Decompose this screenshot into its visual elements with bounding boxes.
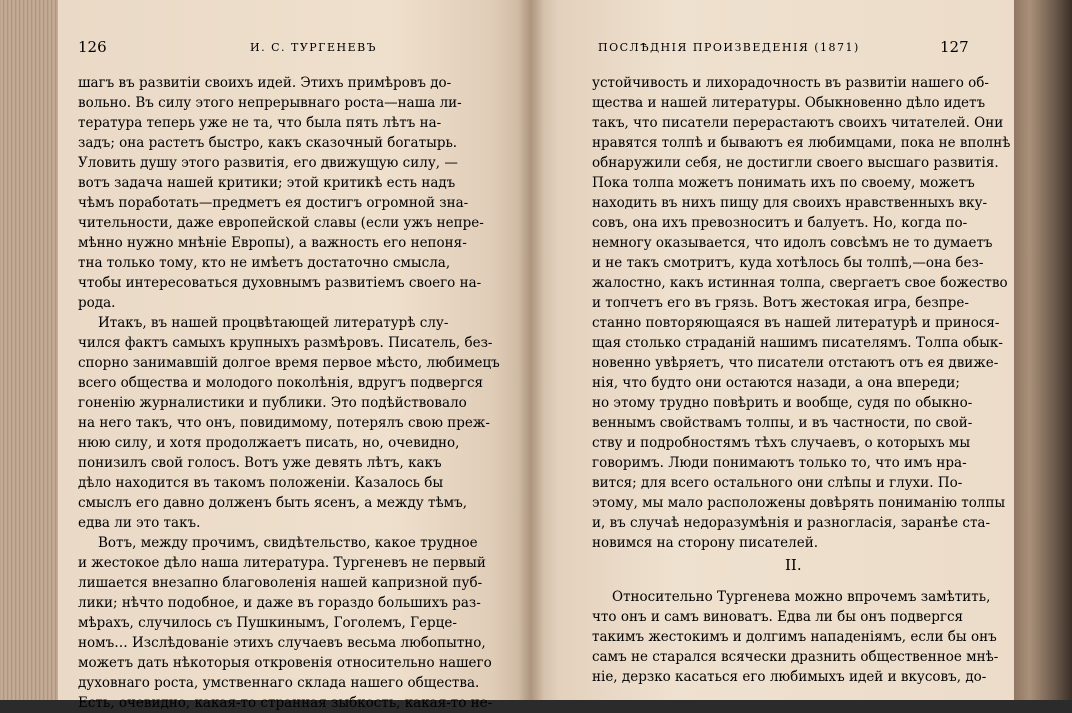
text-line: вотъ задача нашей критики; этой критикѣ есть надъ <box>78 175 456 191</box>
text-line: гоненію журналистики и публики. Это подѣйствовало <box>78 395 467 411</box>
text-line: чѣмъ поработать—предметъ ея достигъ огромной зна- <box>78 195 469 211</box>
text-line: ству и подробностямъ тѣхъ случаевъ, о которыхъ мы <box>592 435 971 451</box>
text-line: новенно увѣряетъ, что писатели отстаютъ отъ ея движе- <box>592 355 999 371</box>
text-line: находить въ нихъ пищу для своихъ нравственныхъ вку- <box>592 195 988 211</box>
text-line: лишается внезапно благоволенія нашей капризной пуб- <box>78 575 483 591</box>
text-line: духовнаго роста, умственнаго склада нашего общества. <box>78 675 480 691</box>
text-line: смыслъ его давно долженъ быть ясенъ, а между тѣмъ, <box>78 495 467 511</box>
right-running-head: ПОСЛѢДНІЯ ПРОИЗВЕДЕНІЯ (1871) <box>598 41 860 54</box>
text-line: но этому трудно повѣрить и вообще, судя по обыкно- <box>592 395 973 411</box>
text-line: станно повторяющаяся въ нашей литературѣ и принося- <box>592 315 1000 331</box>
text-line: мѣнно нужно мнѣніе Европы), а важность его непоня- <box>78 235 467 251</box>
book-edge-right <box>1012 0 1072 700</box>
text-line: понизилъ свой голосъ. Вотъ уже девять лѣтъ, какъ <box>78 455 442 471</box>
text-line: вится; для всего остального они слѣпы и глухи. По- <box>592 475 963 491</box>
text-line: щая столько страданій нашимъ писателямъ. Толпа обык- <box>592 335 1003 351</box>
text-line: нравятся толпѣ и бываютъ ея любимцами, пока не вполнѣ <box>592 135 1011 151</box>
text-line: и, въ случаѣ недоразумѣнія и разногласія, заранѣе ста- <box>592 515 991 531</box>
left-page-number: 126 <box>78 38 107 56</box>
text-line: едва ли это такъ. <box>78 515 201 531</box>
text-line: чительности, даже европейской славы (если ужъ непре- <box>78 215 484 231</box>
right-page-number: 127 <box>940 38 969 56</box>
text-line: всего общества и молодого поколѣнія, вдругъ подвергся <box>78 375 484 391</box>
text-line: Есть, очевидно, какая-то странная зыбкость, какая-то не- <box>78 695 493 711</box>
text-line: мѣрахъ, случилось съ Пушкинымъ, Гоголемъ, Герце- <box>78 615 457 631</box>
book-gutter <box>518 0 544 700</box>
text-line: самъ не старался всячески дразнить общественное мнѣ- <box>592 649 999 665</box>
text-line: Относительно Тургенева можно впрочемъ замѣтить, <box>612 589 991 605</box>
text-line: шагъ въ развитіи своихъ идей. Этихъ примѣровъ до- <box>78 75 452 91</box>
section-number: II. <box>785 556 802 574</box>
text-line: нюю силу, и хотя продолжаетъ писать, но, очевидно, <box>78 435 460 451</box>
text-line: Уловить душу этого развитія, его движущую силу, — <box>78 155 458 171</box>
text-line: тна только тому, кто не имѣетъ достаточно смысла, <box>78 255 451 271</box>
text-line: чился фактъ самыхъ крупныхъ размѣровъ. Писатель, без- <box>78 335 493 351</box>
text-line: нія, что будто они остаются назади, а она впереди; <box>592 375 960 391</box>
text-line: вольно. Въ силу этого непрерывнаго роста—наша ли- <box>78 95 462 111</box>
text-line: что онъ и самъ виноватъ. Едва ли бы онъ подвергся <box>592 609 964 625</box>
text-line: Итакъ, въ нашей процвѣтающей литературѣ слу- <box>98 315 449 331</box>
text-line: этому, мы мало расположены довѣрять пониманію толпы <box>592 495 1006 511</box>
text-line: Пока толпа можетъ понимать ихъ по своему, можетъ <box>592 175 975 191</box>
text-line: жалостно, какъ истинная толпа, свергаетъ свое божество <box>592 275 1008 291</box>
text-line: новимся на сторону писателей. <box>592 535 819 551</box>
text-line: задъ; она растетъ быстро, какъ сказочный богатырь. <box>78 135 458 151</box>
text-line: чтобы интересоваться духовнымъ развитіемъ своего на- <box>78 275 482 291</box>
text-line: такимъ жестокимъ и долгимъ нападеніямъ, если бы онъ <box>592 629 997 645</box>
text-line: такъ, что писатели перерастаютъ своихъ читателей. Они <box>592 115 1004 131</box>
left-running-head: И. С. ТУРГЕНЕВЪ <box>250 41 377 54</box>
text-line: Вотъ, между прочимъ, свидѣтельство, какое трудное <box>98 535 478 551</box>
book-edge-left <box>0 0 60 700</box>
text-line: номъ… Изслѣдованіе этихъ случаевъ весьма любопытно, <box>78 635 486 651</box>
text-line: щества и нашей литературы. Обыкновенно дѣло идетъ <box>592 95 986 111</box>
text-line: спорно занимавшій долгое время первое мѣсто, любимецъ <box>78 355 500 371</box>
text-line: ніе, дерзко касаться его любимыхъ идей и вкусовъ, до- <box>592 669 987 685</box>
text-line: дѣло находится въ такомъ положеніи. Казалось бы <box>78 475 444 491</box>
text-line: обнаружили себя, не достигли своего высшаго развитія. <box>592 155 999 171</box>
text-line: тература теперь уже не та, что была пять лѣтъ на- <box>78 115 442 131</box>
text-line: и жестокое дѣло наша литература. Тургеневъ не первый <box>78 555 486 571</box>
text-line: веннымъ свойствамъ толпы, и въ частности, по свой- <box>592 415 973 431</box>
text-line: лики; нѣчто подобное, и даже въ гораздо большихъ раз- <box>78 595 481 611</box>
text-line: рода. <box>78 295 116 311</box>
text-line: можетъ дать нѣкоторыя откровенія относительно нашего <box>78 655 492 671</box>
text-line: на него такъ, что онъ, повидимому, потерялъ свою преж- <box>78 415 490 431</box>
text-line: устойчивость и лихорадочность въ развитіи нашего об- <box>592 75 989 91</box>
text-line: говоримъ. Люди понимаютъ только то, что имъ нра- <box>592 455 967 471</box>
text-line: и топчетъ его въ грязь. Вотъ жестокая игра, безпре- <box>592 295 969 311</box>
text-line: совъ, она ихъ превозноситъ и балуетъ. Но, когда по- <box>592 215 968 231</box>
text-line: немногу оказывается, что идолъ совсѣмъ не то думаетъ <box>592 235 993 251</box>
text-line: и не такъ смотритъ, куда хотѣлось бы толпѣ,—она без- <box>592 255 984 271</box>
